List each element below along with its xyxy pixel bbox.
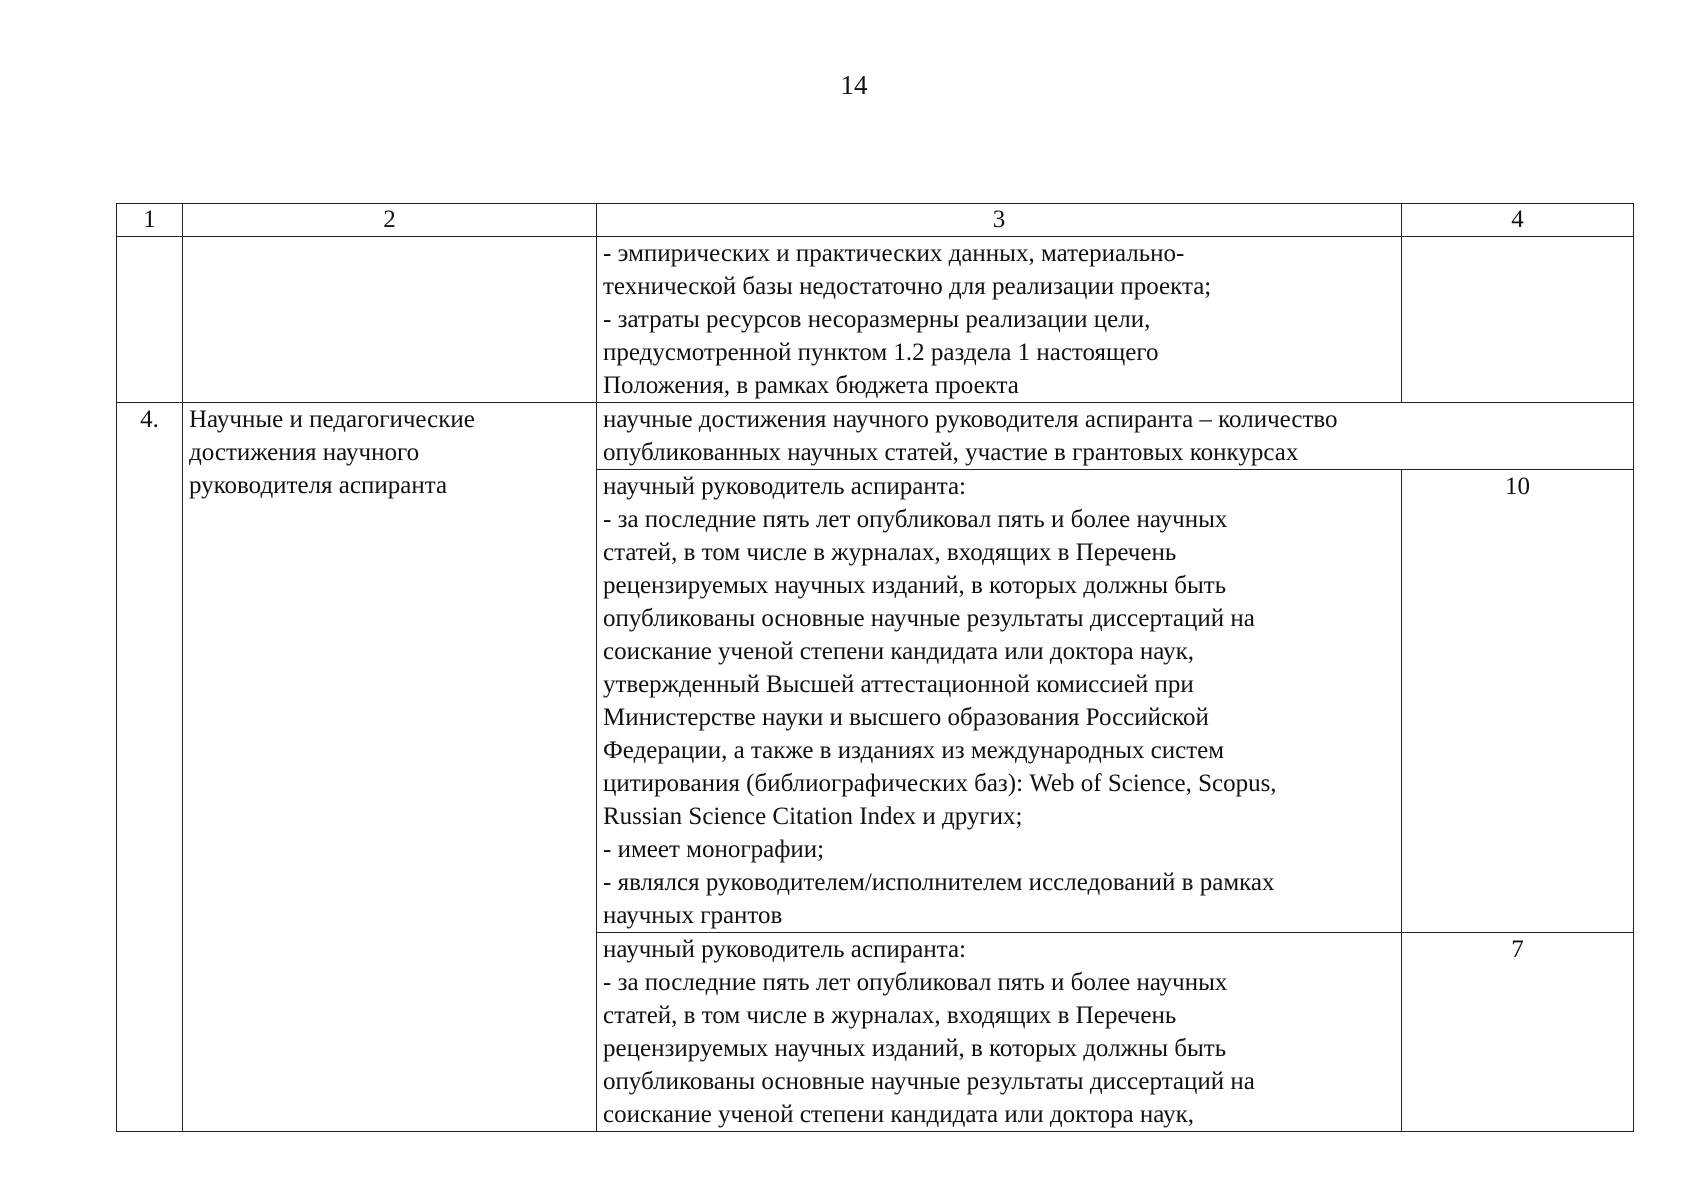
criteria-cell <box>597 470 1402 933</box>
text-line: - за последние пять лет опубликовал пять и более научных <box>603 969 1228 996</box>
text-line: научных грантов <box>603 902 783 929</box>
criterion-name-cell <box>183 237 597 403</box>
text-line: утвержденный Высшей аттестационной комиссией при <box>603 671 1194 698</box>
subheader-cell <box>597 403 1634 470</box>
column-number-3: 3 <box>597 204 1402 237</box>
text-line: опубликованы основные научные результаты диссертаций на <box>603 1068 1255 1095</box>
text-line: достижения научного <box>189 439 420 466</box>
criterion-4-subheader-row <box>117 403 1634 470</box>
text-line: Научные и педагогические <box>189 406 475 433</box>
text-line: научные достижения научного руководителя аспиранта – количество <box>603 406 1338 433</box>
criteria-table <box>116 203 1634 1132</box>
points-cell <box>1402 237 1634 403</box>
text-line: - имеет монографии; <box>603 836 825 863</box>
row-number-cell: 4. <box>117 403 183 1132</box>
text-line: научный руководитель аспиранта: <box>603 936 966 963</box>
row-number-cell <box>117 237 183 403</box>
text-line: Russian Science Citation Index и других; <box>603 803 1023 830</box>
text-line: опубликованных научных статей, участие в грантовых конкурсах <box>603 439 1299 466</box>
text-line: - являлся руководителем/исполнителем исследований в рамках <box>603 869 1275 896</box>
text-line: - затраты ресурсов несоразмерны реализации цели, <box>603 306 1151 333</box>
text-line: предусмотренной пунктом 1.2 раздела 1 настоящего <box>603 339 1159 366</box>
text-line: технической базы недостаточно для реализации проекта; <box>603 273 1212 300</box>
text-line: руководителя аспиранта <box>189 472 448 499</box>
text-line: цитирования (библиографических баз): Web of Science, Scopus, <box>603 770 1277 797</box>
criteria-cell <box>597 933 1402 1132</box>
text-line: Министерстве науки и высшего образования Российской <box>603 704 1209 731</box>
text-line: - эмпирических и практических данных, материально- <box>603 240 1185 267</box>
text-line: рецензируемых научных изданий, в которых должны быть <box>603 572 1227 599</box>
text-line: соискание ученой степени кандидата или доктора наук, <box>603 1101 1194 1128</box>
column-number-1: 1 <box>117 204 183 237</box>
column-number-4: 4 <box>1402 204 1634 237</box>
text-line: опубликованы основные научные результаты диссертаций на <box>603 605 1255 632</box>
text-line: статей, в том числе в журналах, входящих в Перечень <box>603 1002 1177 1029</box>
text-line: Положения, в рамках бюджета проекта <box>603 372 1019 399</box>
text-line: - за последние пять лет опубликовал пять и более научных <box>603 506 1228 533</box>
text-line: статей, в том числе в журналах, входящих в Перечень <box>603 539 1177 566</box>
text-line: соискание ученой степени кандидата или доктора наук, <box>603 638 1194 665</box>
text-line: научный руководитель аспиранта: <box>603 473 966 500</box>
text-line: рецензируемых научных изданий, в которых должны быть <box>603 1035 1227 1062</box>
column-number-row <box>117 204 1634 237</box>
page-number: 14 <box>840 70 868 100</box>
column-number-2: 2 <box>183 204 597 237</box>
points-cell: 7 <box>1402 933 1634 1132</box>
points-cell: 10 <box>1402 470 1634 933</box>
text-line: Федерации, а также в изданиях из международных систем <box>603 737 1225 764</box>
criterion-name-cell <box>183 403 597 1132</box>
continued-row <box>117 237 1634 403</box>
criteria-cell <box>597 237 1402 403</box>
